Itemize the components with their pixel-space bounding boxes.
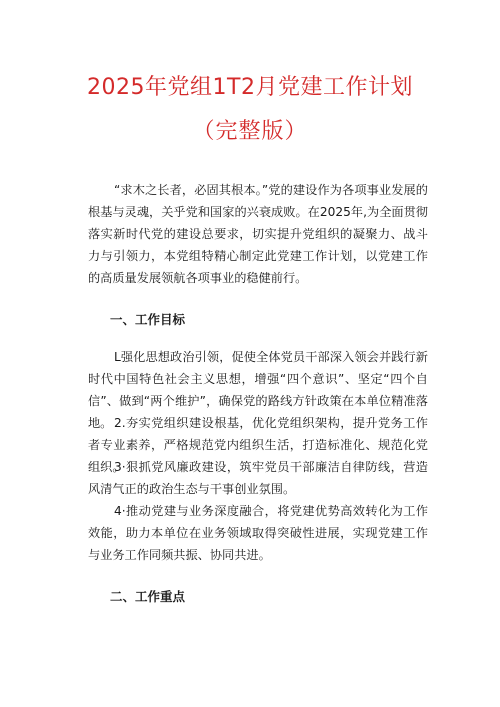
intro-paragraph: “求木之长者，必固其根本。”党的建设作为各项事业发展的根基与灵魂，关乎党和国家的兴衰成败。在2025年,为全面贯彻落实新时代党的建设总要求，切实提升党组织的凝聚力、战斗力与引领力，本党组特精心制定此党建工作计划，以党建工作的高质量发展领航各项事业的稳健前行。 — [88, 183, 428, 285]
goal-item-4: 4·推动党建与业务深度融合，将党建优势高效转化为工作效能，助力本单位在业务领域取得突破性进展，实现党建工作与业务工作同频共振、协同共进。 — [88, 504, 428, 562]
section-heading-focus: 二、工作重点 — [110, 589, 186, 604]
goal-item-3: 3·狠抓党风廉政建设，筑牢党员干部廉洁自律防线，营造风清气正的政治生态与干事创业氛围。 — [88, 460, 428, 496]
goal-item-1: L强化思想政治引领，促使全体党员干部深入领会并践行新时代中国特色社会主义思想，增强“四个意识”、坚定“四个自信”、做到“两个维护”，确保党的路线方针政策在本单位精准落地。 — [88, 350, 428, 430]
document-subtitle: （完整版） — [192, 119, 308, 144]
document-title: 2025年党组1T2月党建工作计划 — [87, 75, 413, 100]
goal-item-2: 2.夯实党组织建设根基，优化党组织架构，提升党务工作者专业素养，严格规范党内组织生活，打造标准化、规范化党组织。 — [88, 416, 428, 474]
section-heading-goals: 一、工作目标 — [110, 312, 186, 327]
